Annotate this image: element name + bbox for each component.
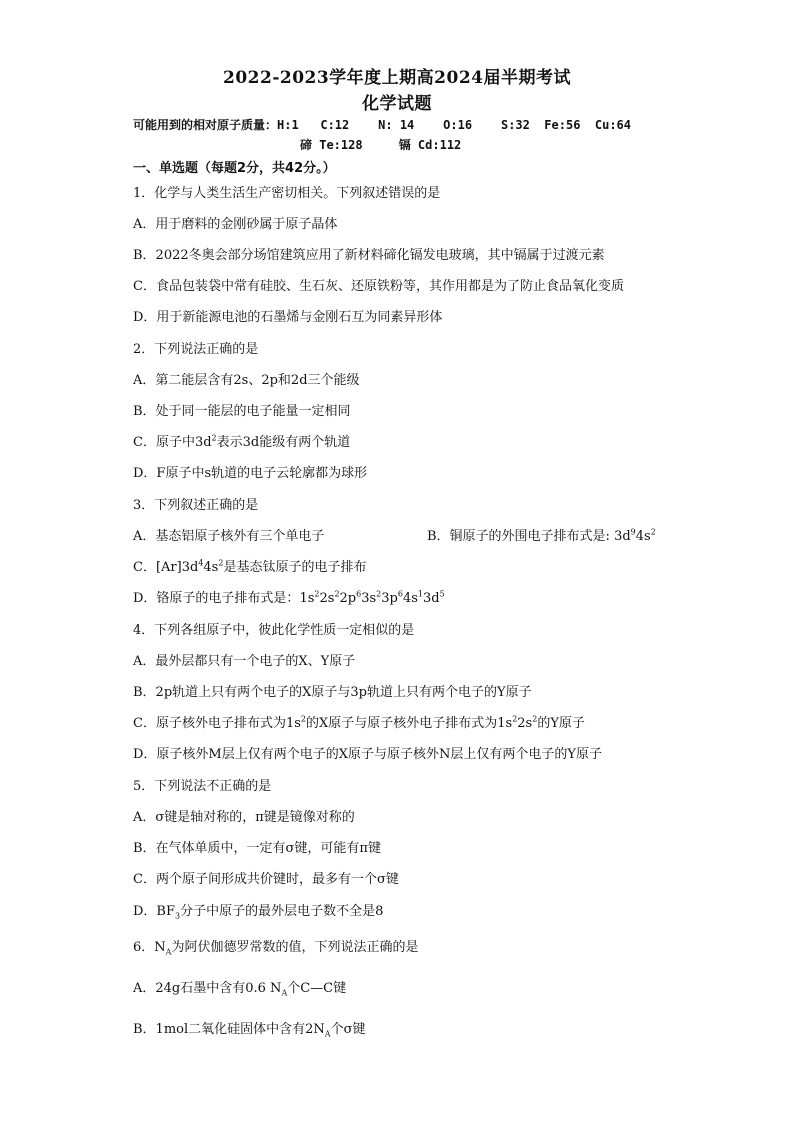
question-6-option-b bbox=[133, 1018, 365, 1037]
question-6-option-a bbox=[133, 977, 346, 996]
question-5-option-c: C．两个原子间形成共价键时，最多有一个σ键 bbox=[133, 872, 399, 887]
question-1-option-d: D．用于新能源电池的石墨烯与金刚石互为同素异形体 bbox=[133, 310, 443, 325]
q6b-text-post: 个σ键 bbox=[330, 1022, 366, 1037]
question-4-option-b: B．2p轨道上只有两个电子的X原子与3p轨道上只有两个电子的Y原子 bbox=[133, 685, 532, 700]
question-2-stem: 2．下列说法正确的是 bbox=[133, 342, 259, 357]
atomic-masses-line-2: 碲 Te:128 镉 Cd:112 bbox=[300, 138, 462, 152]
q2c-text-post: 表示3d能级有两个轨道 bbox=[216, 435, 351, 450]
q4c-text-pre: C．原子核外电子排布式为1s bbox=[133, 716, 301, 731]
question-3-option-d bbox=[133, 587, 445, 606]
q3c-text-pre: C．[Ar]3d bbox=[133, 560, 199, 575]
question-4-option-a: A．最外层都只有一个电子的X、Y原子 bbox=[133, 654, 356, 669]
q3b-sup-2: 2 bbox=[650, 527, 656, 537]
question-1-option-b: B．2022冬奥会部分场馆建筑应用了新材料碲化镉发电玻璃，其中镉属于过渡元素 bbox=[133, 248, 605, 263]
question-2-option-a: A．第二能层含有2s、2p和2d三个能级 bbox=[133, 373, 360, 388]
q4c-text-mid2: 2s bbox=[517, 716, 533, 731]
q3d-cfg-11: 1 bbox=[417, 589, 423, 599]
q3d-cfg-4: 2p bbox=[339, 591, 357, 606]
q5d-subscript: 3 bbox=[175, 911, 181, 921]
q4c-text-mid: 的X原子与原子核外电子排布式为1s bbox=[305, 716, 513, 731]
question-5-option-a: A．σ键是轴对称的，π键是镜像对称的 bbox=[133, 810, 355, 825]
q3d-cfg-2: 2s bbox=[319, 591, 335, 606]
section-heading: 一、单选题（每题2分，共42分。） bbox=[133, 161, 336, 176]
question-1-option-a: A．用于磨料的金刚砂属于原子晶体 bbox=[133, 217, 338, 232]
q3b-text-pre: B．铜原子的外围电子排布式是: 3d bbox=[427, 529, 631, 544]
q2c-superscript: 2 bbox=[211, 433, 217, 443]
q3d-cfg-10: 4s bbox=[402, 591, 418, 606]
q6a-text-pre: A．24g石墨中含有0.6 N bbox=[133, 981, 282, 996]
q3d-cfg-1: 2 bbox=[314, 589, 320, 599]
q6a-text-post: 个C—C键 bbox=[287, 981, 347, 996]
question-5-option-d bbox=[133, 900, 383, 919]
q3d-cfg-0: 1s bbox=[299, 591, 315, 606]
exam-subtitle: 化学试题 bbox=[362, 94, 432, 114]
question-5-stem: 5．下列说法不正确的是 bbox=[133, 779, 272, 794]
q3d-config bbox=[299, 591, 444, 606]
q3d-cfg-13: 5 bbox=[439, 589, 445, 599]
q3c-sup-2: 2 bbox=[218, 558, 224, 568]
question-6-stem bbox=[133, 936, 418, 955]
question-4-option-c bbox=[133, 712, 585, 731]
q3c-sup-1: 4 bbox=[198, 558, 204, 568]
q3c-text-mid: 4s bbox=[203, 560, 219, 575]
question-2-option-c bbox=[133, 431, 350, 450]
question-1-option-c: C．食品包装袋中常有硅胶、生石灰、还原铁粉等，其作用都是为了防止食品氧化变质 bbox=[133, 279, 624, 294]
question-4-option-d: D．原子核外M层上仅有两个电子的X原子与原子核外N层上仅有两个电子的Y原子 bbox=[133, 747, 602, 762]
question-3-option-a: A．基态铝原子核外有三个单电子 bbox=[133, 529, 325, 544]
question-3-option-c bbox=[133, 556, 366, 575]
question-3-stem: 3．下列叙述正确的是 bbox=[133, 498, 259, 513]
q3d-cfg-5: 6 bbox=[356, 589, 362, 599]
question-2-option-d: D．F原子中s轨道的电子云轮廓都为球形 bbox=[133, 466, 368, 481]
q3b-sup-1: 9 bbox=[630, 527, 636, 537]
q6b-text-pre: B．1mol二氧化硅固体中含有2N bbox=[133, 1022, 325, 1037]
q4c-sup-3: 2 bbox=[532, 714, 538, 724]
question-1-stem: 1．化学与人类生活生产密切相关。下列叙述错误的是 bbox=[133, 186, 441, 201]
q6-text-post: 为阿伏伽德罗常数的值，下列说法正确的是 bbox=[171, 940, 419, 955]
q4c-sup-1: 2 bbox=[300, 714, 306, 724]
q3c-text-post: 是基态钛原子的电子排布 bbox=[223, 560, 367, 575]
question-4-stem: 4．下列各组原子中，彼此化学性质一定相似的是 bbox=[133, 623, 415, 638]
q3d-cfg-8: 3p bbox=[381, 591, 398, 606]
question-2-option-b: B．处于同一能层的电子能量一定相同 bbox=[133, 404, 351, 419]
q3d-cfg-9: 6 bbox=[397, 589, 403, 599]
q6-text-pre: 6．N bbox=[133, 940, 166, 955]
q3b-text-mid: 4s bbox=[635, 529, 651, 544]
q3d-cfg-6: 3s bbox=[361, 591, 377, 606]
atomic-masses-line-1: 可能用到的相对原子质量：H:1 C:12 N: 14 O:16 S:32 Fe:56 Cu:64 bbox=[133, 118, 632, 132]
q6b-subscript: A bbox=[324, 1029, 331, 1039]
q5d-text-post: 分子中原子的最外层电子数不全是8 bbox=[180, 904, 384, 919]
q3d-cfg-12: 3d bbox=[423, 591, 440, 606]
exam-title: 2022-2023学年度上期高2024届半期考试 bbox=[223, 68, 571, 88]
q3d-text-pre: D．铬原子的电子排布式是： bbox=[133, 591, 300, 606]
question-3-option-b bbox=[427, 525, 656, 544]
q3d-cfg-3: 2 bbox=[334, 589, 340, 599]
q6-subscript: A bbox=[165, 947, 172, 957]
q4c-text-post: 的Y原子 bbox=[537, 716, 585, 731]
q6a-subscript: A bbox=[281, 988, 288, 998]
question-5-option-b: B．在气体单质中，一定有σ键，可能有π键 bbox=[133, 841, 381, 856]
q3d-cfg-7: 2 bbox=[376, 589, 382, 599]
q5d-text-pre: D．BF bbox=[133, 904, 175, 919]
q2c-text-pre: C．原子中3d bbox=[133, 435, 212, 450]
q4c-sup-2: 2 bbox=[512, 714, 518, 724]
